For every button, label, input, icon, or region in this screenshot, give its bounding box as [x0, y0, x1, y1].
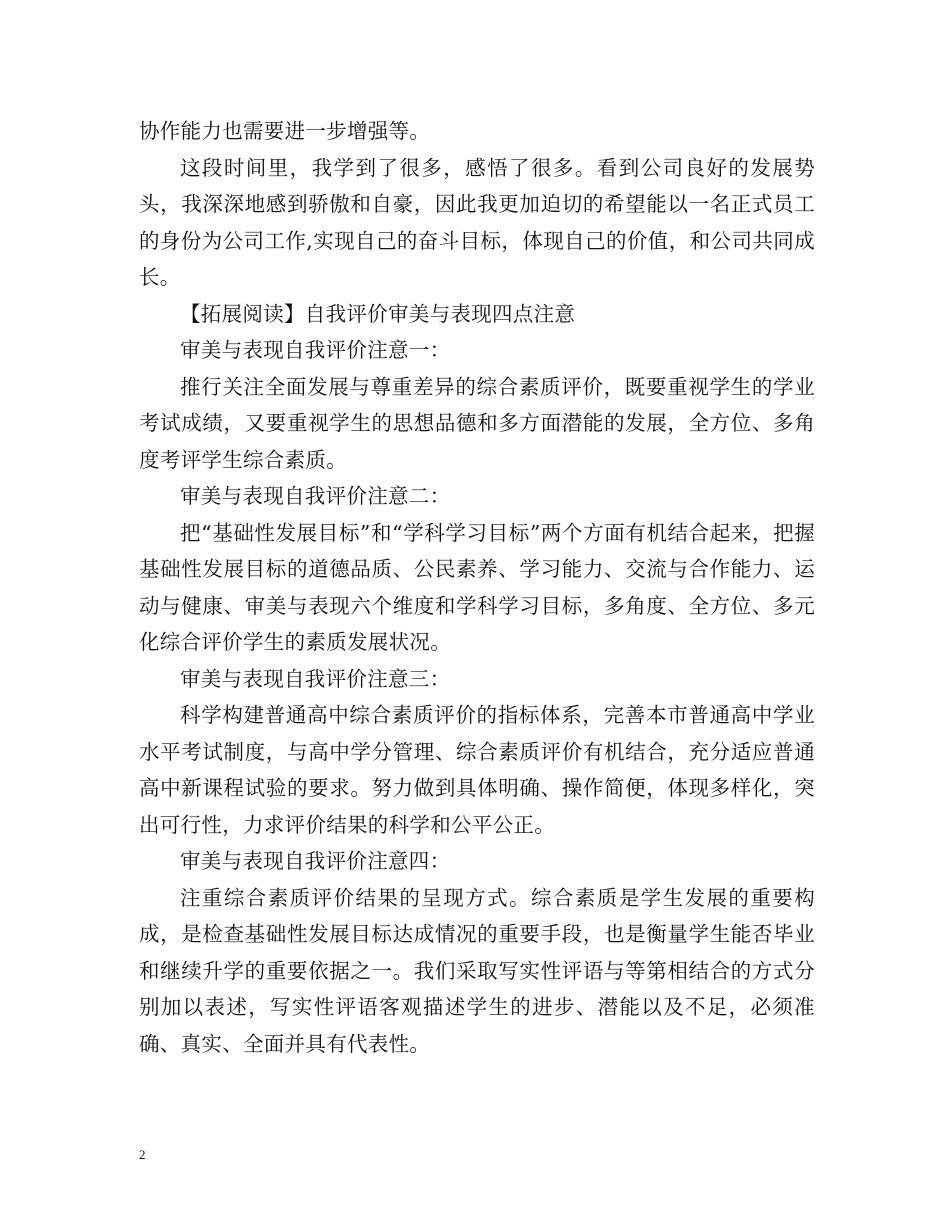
subheading-note-four: 审美与表现自我评价注意四：	[180, 849, 451, 873]
subheading-note-one: 审美与表现自我评价注意一：	[180, 338, 451, 362]
subheading-note-two: 审美与表现自我评价注意二：	[180, 484, 451, 508]
paragraph-note-two: 把“基础性发展目标”和“学科学习目标”两个方面有机结合起来，把握基础性发展目标的道德品质、公民素养、学习能力、交流与合作能力、运动与健康、审美与表现六个维度和学科学习目标，多角度、全方位、多元化综合评价学生的素质发展状况。	[139, 520, 815, 654]
paragraph-note-four: 注重综合素质评价结果的呈现方式。综合素质是学生发展的重要构成，是检查基础性发展目标达成情况的重要手段，也是衡量学生能否毕业和继续升学的重要依据之一。我们采取写实性评语与等第相结合的方式分别加以表述，写实性评语客观描述学生的进步、潜能以及不足，必须准确、真实、全面并具有代表性。	[139, 885, 815, 1056]
paragraph-growth: 这段时间里，我学到了很多，感悟了很多。看到公司良好的发展势头，我深深地感到骄傲和自豪，因此我更加迫切的希望能以一名正式员工的身份为公司工作,实现自己的奋斗目标，体现自己的价值，和公司共同成长。	[139, 155, 815, 289]
subheading-note-three: 审美与表现自我评价注意三：	[180, 666, 451, 691]
paragraph-continuation: 协作能力也需要进一步增强等。	[139, 119, 431, 143]
paragraph-note-one: 推行关注全面发展与尊重差异的综合素质评价，既要重视学生的学业考试成绩，又要重视学生的思想品德和多方面潜能的发展，全方位、多角度考评学生综合素质。	[139, 374, 815, 472]
section-heading-extended-reading: 【拓展阅读】自我评价审美与表现四点注意	[180, 301, 576, 326]
document-body	[139, 113, 815, 1062]
paragraph-note-three: 科学构建普通高中综合素质评价的指标体系，完善本市普通高中学业水平考试制度，与高中学分管理、综合素质评价有机结合，充分适应普通高中新课程试验的要求。努力做到具体明确、操作简便，体现多样化，突出可行性，力求评价结果的科学和公平公正。	[139, 703, 815, 837]
page-number: 2	[139, 1147, 146, 1162]
